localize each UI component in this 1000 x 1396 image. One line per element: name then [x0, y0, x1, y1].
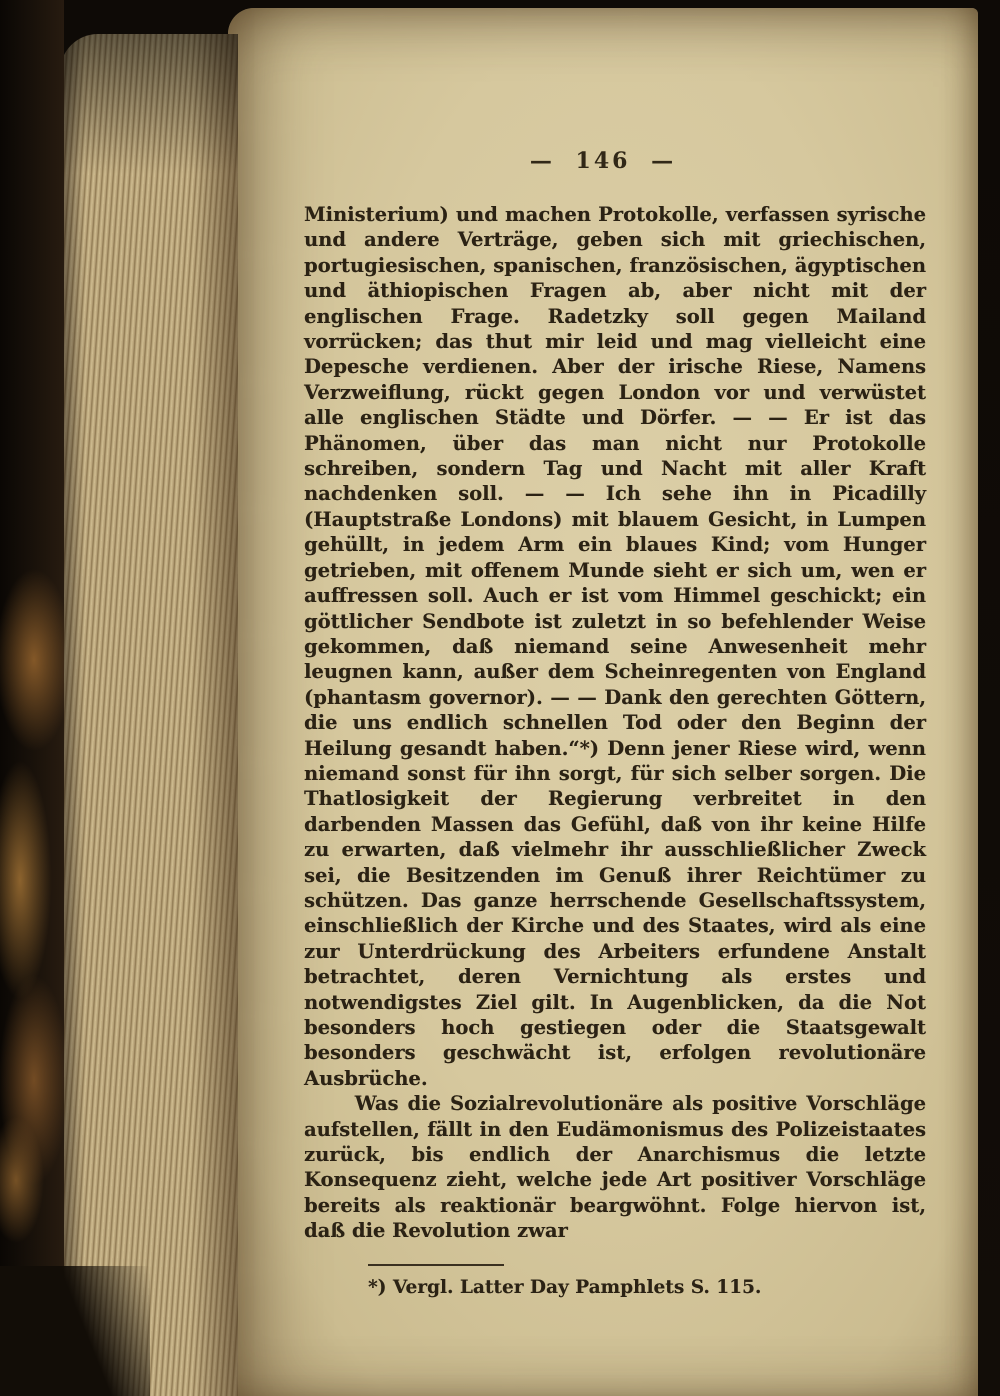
book-page: [228, 8, 978, 1396]
page-edges: [60, 34, 238, 1396]
paragraph: Was die Sozialrevolutionäre als positive Vorschläge aufstellen, fällt in den Eudämonismus des Polizeistaates zurück, bis endlich der Anarchismus die letzte Konsequenz zieht, welche jede Art positiver Vorschläge bereits als reaktionär beargwöhnt. Folge hiervon ist, daß die Revolution zwar: [304, 1092, 926, 1243]
footnote-rule: [368, 1264, 504, 1266]
footnote: *) Vergl. Latter Day Pamphlets S. 115.: [368, 1276, 762, 1298]
paragraph-continuation: Ministerium) und machen Protokolle, verfassen syrische und andere Verträge, geben sich mit griechischen, portugiesischen, spanischen, französischen, ägyptischen und äthiopischen Fragen ab, aber nicht mit der englischen Frage. Radetzky soll gegen Mailand vorrücken; das thut mir leid und mag vielleicht eine Depesche verdienen. Aber der irische Riese, Namens Verzweiflung, rückt gegen London vor und verwüstet alle englischen Städte und Dörfer. — — Er ist das Phänomen, über das man nicht nur Protokolle schreiben, sondern Tag und Nacht mit aller Kraft nachdenken soll. — — Ich sehe ihn in Picadilly (Hauptstraße Londons) mit blauem Gesicht, in Lumpen gehüllt, in jedem Arm ein blaues Kind; vom Hunger getrieben, mit offenem Munde sieht er sich um, wen er auffressen soll. Auch er ist vom Himmel geschickt; ein göttlicher Sendbote ist zuletzt in so befehlender Weise gekommen, daß niemand seine Anwesenheit mehr leugnen kann, außer dem Scheinregenten von England (phantasm governor). — — Dank den gerechten Göttern, die uns endlich schnellen Tod oder den Beginn der Heilung gesandt haben.“*) Denn jener Riese wird, wenn niemand sonst für ihn sorgt, für sich selber sorgen. Die Thatlosigkeit der Regierung verbreitet in den darbenden Massen das Gefühl, daß von ihr keine Hilfe zu erwarten, daß vielmehr ihr ausschließlicher Zweck sei, die Besitzenden im Genuß ihrer Reichtümer zu schützen. Das ganze herrschende Gesellschaftssystem, einschließlich der Kirche und des Staates, wird als eine zur Unterdrückung des Arbeiters erfundene Anstalt betrachtet, deren Vernichtung als erstes und notwendigstes Ziel gilt. In Augenblicken, da die Not besonders hoch gestiegen oder die Staatsgewalt besonders geschwächt ist, erfolgen revolutionäre Ausbrüche.: [304, 203, 926, 1090]
book-spine: [0, 0, 64, 1396]
book-cover-corner: [0, 1266, 150, 1396]
page-number: — 146 —: [529, 148, 677, 174]
page-text: [304, 202, 926, 1300]
